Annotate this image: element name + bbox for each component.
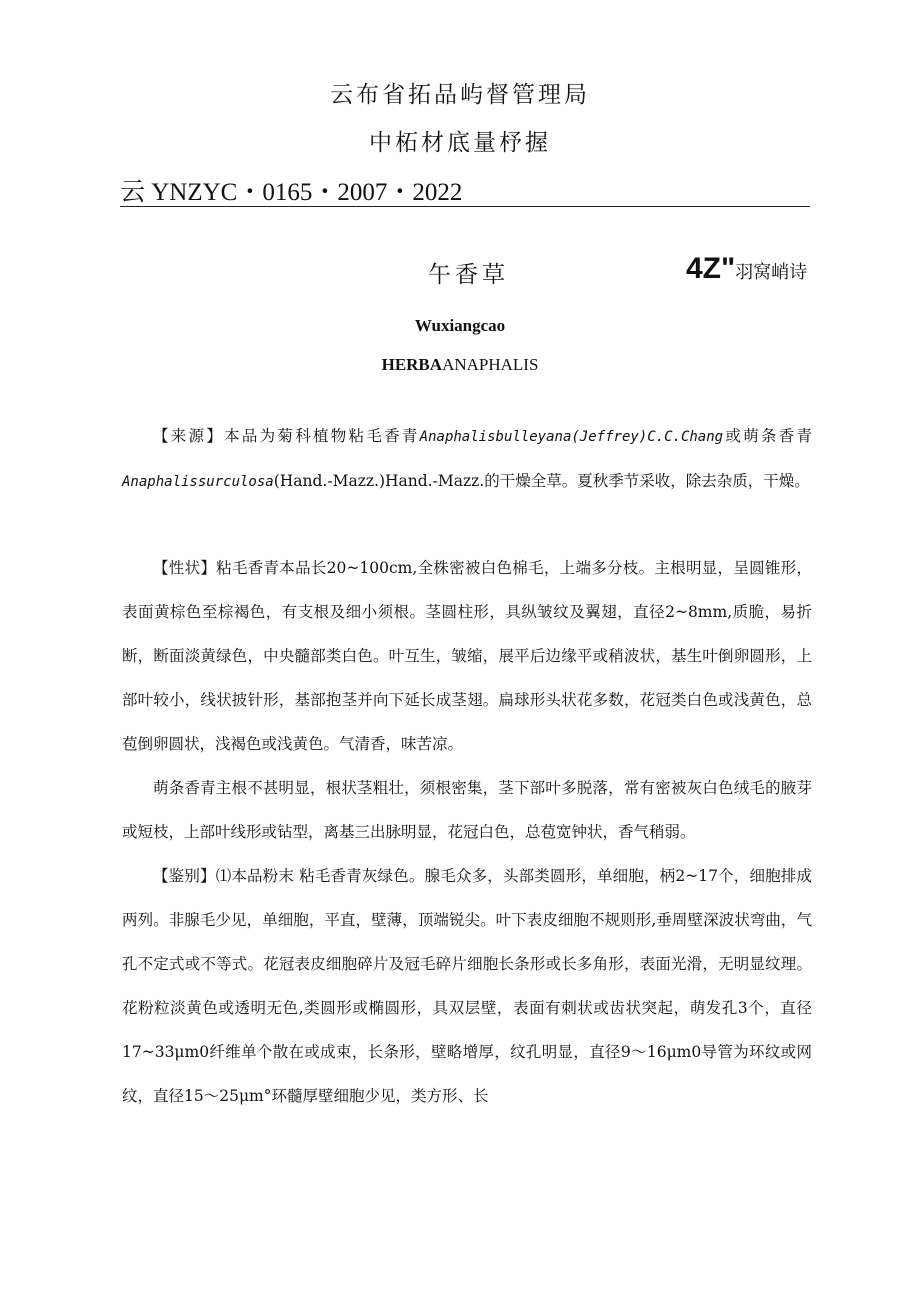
source-paragraph: 【来源】本品为菊科植物粘毛香青Anaphalisbulleyana(Jeffrey)C.C.Chang或萌条香青Anaphalissurculosa(Hand.-Mazz.)Hand.-Mazz.的干燥全草。夏秋季节采收，除去杂质，干燥。 [122,427,812,490]
source-section [122,414,812,504]
monograph-latin-name [0,355,920,375]
characters-paragraph-2: 萌条香青主根不甚明显，根状茎粗壮，须根密集，茎下部叶多脱落，常有密被灰白色绒毛的腋芽或短枝，上部叶线形或钻型，离基三出脉明显，花冠白色，总苞宽钟状，香气稍弱。 [122,779,812,841]
standard-title: 中柘材底量杼握 [369,130,551,156]
standard-code: 云 YNZYC・0165・2007・2022 [120,179,463,206]
latin-bold: HERBA [381,355,443,374]
annotation-small: 羽窝峭诗 [735,262,808,283]
handwritten-annotation [686,252,807,286]
monograph-pinyin: Wuxiangcao [414,316,506,335]
issuing-organization: 云布省拓品屿督管理局 [330,82,590,108]
identification-label: 【鉴别】 [153,867,216,885]
identification-paragraph: 【鉴别】⑴本品粉末 粘毛香青灰绿色。腺毛众多，头部类圆形，单细胞，柄2~17个，细胞排成两列。非腺毛少见，单细胞，平直，壁薄，顶端锐尖。叶下表皮细胞不规则形,垂周壁深波状弯曲，气孔不定式或不等式。花冠表皮细胞碎片及冠毛碎片细胞长条形或长多角形，表面光滑，无明显纹理。花粉粒淡黄色或透明无色,类圆形或椭圆形，具双层壁，表面有刺状或齿状突起，萌发孔3个，直径17~33μm0纤维单个散在或成束，长条形，壁略增厚，纹孔明显，直径9～16μm0导管为环纹或网纹，直径15～25μm°环髓厚壁细胞少见，类方形、长 [122,867,812,1105]
latin-rest: ANAPHALIS [442,355,539,374]
header-divider [120,206,810,207]
identification-section [122,854,812,1118]
characters-section [122,546,812,854]
characters-paragraph-1: 【性状】粘毛香青本品长20~100cm,全株密被白色棉毛，上端多分枝。主根明显，呈圆锥形，表面黄棕色至棕褐色，有支根及细小须根。茎圆柱形，具纵皱纹及翼翅，直径2~8mm,质脆，易折断，断面淡黄绿色，中央髓部类白色。叶互生，皱缩，展平后边缘平或稍波状，基生叶倒卵圆形，上部叶较小，线状披针形，基部抱茎并向下延长成茎翅。扁球形头状花多数，花冠类白色或浅黄色，总苞倒卵圆状，浅褐色或浅黄色。气清香，味苦凉。 [122,559,812,753]
species-name-1: Anaphalisbulleyana(Jeffrey)C.C.Chang [419,429,724,445]
characters-label: 【性状】 [153,559,217,577]
annotation-big: 4Z" [686,252,736,285]
source-label: 【来源】 [153,427,225,445]
species-name-2: Anaphalissurculosa [122,474,274,490]
monograph-chinese-name: 午香草 [428,262,509,288]
